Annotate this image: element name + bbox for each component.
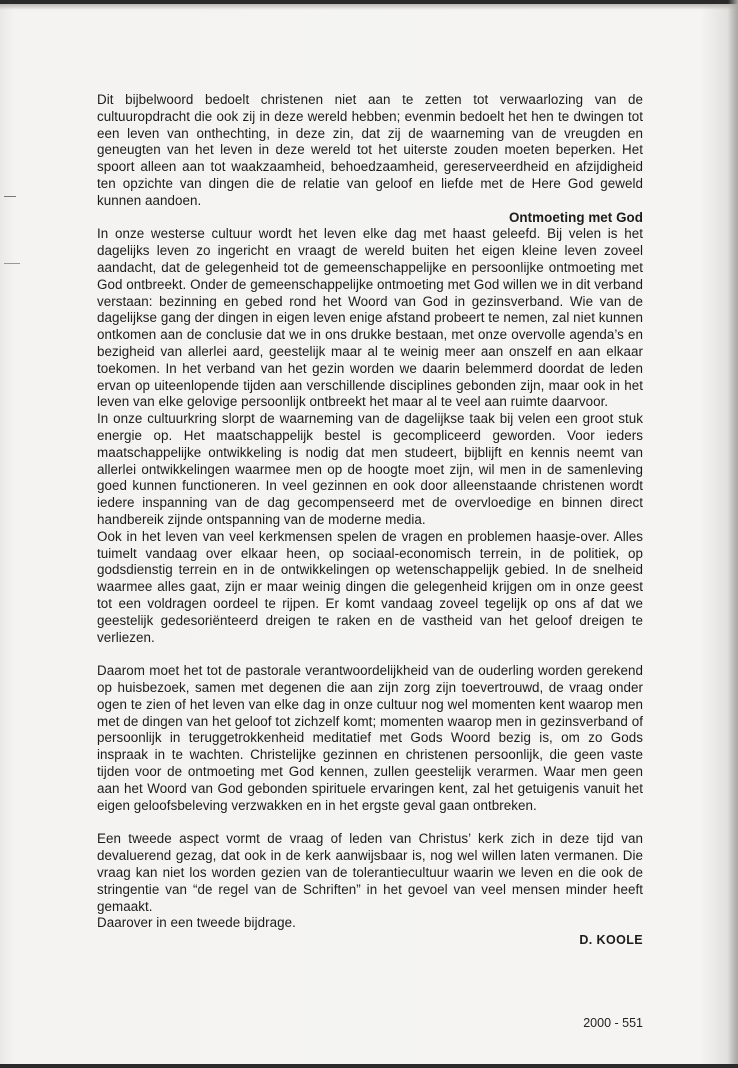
paragraph: Dit bijbelwoord bedoelt christenen niet aan te zetten tot verwaarlozing van de cultuuropdracht die ook zij in deze wereld hebben; evenmin bedoelt het hen te dwingen tot een leven van onthechting, in deze zin, dat zij de waarneming van de vreugden en geneugten van het leven in deze wereld tot het uiterste zouden moeten beperken. Het spoort alleen aan tot waakzaamheid, behoedzaamheid, gereserveerdheid en afzijdigheid ten opzichte van dingen die de relatie van geloof en liefde met de Here God geweld kunnen aandoen.	[97, 92, 643, 208]
paragraph: Ook in het leven van veel kerkmensen spelen de vragen en problemen haasje-over. Alles tuimelt vandaag over elkaar heen, op sociaal-economisch terrein, in de politiek, op godsdienstig terrein en in de ontwikkelingen op wetenschappelijk gebied. In de snelheid waarmee alles gaat, zijn er maar weinig dingen die gelegenheid krijgen om in onze geest tot een voldragen oordeel te rijpen. Er komt vandaag zoveel tegelijk op ons af dat we geestelijk gedesoriënteerd dreigen te raken en de vastheid van het geloof dreigen te verliezen.	[97, 528, 643, 645]
margin-mark	[4, 196, 16, 197]
paragraph: Een tweede aspect vormt de vraag of leden van Christus’ kerk zich in deze tijd van devaluerend gezag, dat ook in de kerk aanwijsbaar is, nog wel willen laten vermanen. Die vraag kan niet los worden gezien van de tolerantiecultuur waarin we leven en die ook de stringentie van “de regel van de Schriften” in het gevoel van veel mensen minder heeft gemaakt.	[97, 831, 643, 914]
article-body	[97, 92, 643, 949]
margin-mark	[4, 263, 20, 264]
right-edge-shadow	[728, 0, 738, 1068]
paragraph: Daarom moet het tot de pastorale verantwoordelijkheid van de ouderling worden gerekend op huisbezoek, samen met degenen die aan zijn zorg zijn toevertrouwd, de vraag onder ogen te zien of het leven van elke dag in onze cultuur nog wel momenten kent waarop men met de dingen van het geloof tot zichzelf komt; momenten waarop men in gezinsverband of persoonlijk in teruggetrokkenheid meditatief met Gods Woord bezig is, om zo Gods inspraak in te wachten. Christelijke gezinnen en christenen persoonlijk, die geen vaste tijden voor de ontmoeting met God kennen, zullen geestelijk verarmen. Waar men geen aan het Woord van God gebonden spirituele ervaringen kent, zal het getuigenis vanuit het eigen geloofsbeleving verzwakken en in het ergste geval gaan ontbreken.	[97, 663, 643, 813]
author-signature: D. KOOLE	[579, 933, 643, 948]
page-number: 2000 - 551	[583, 1016, 643, 1030]
bottom-edge	[0, 1064, 738, 1068]
paragraph: Daarover in een tweede bijdrage.	[97, 915, 296, 931]
top-edge-shadow	[0, 4, 738, 10]
paragraph: In onze cultuurkring slorpt de waarneming van de dagelijkse taak bij velen een groot stuk energie op. Het maatschappelijk bestel is gecompliceerd geworden. Voor ieders maatschappelijke ontwikkeling is nodig dat men studeert, bijblijft en kennis neemt van allerlei ontwikkelingen waarmee men op de hoogte moet zijn, wil men in de samenleving goed kunnen functioneren. In veel gezinnen en ook door alleenstaande christenen wordt iedere inspanning van de dag gecompenseerd met de overvloedige en binnen direct handbereik zijnde ontspanning van de moderne media.	[97, 411, 643, 527]
section-heading: Ontmoeting met God	[508, 209, 643, 225]
paragraph: In onze westerse cultuur wordt het leven elke dag met haast geleefd. Bij velen is het dagelijks leven zo ingericht en vraagt de wereld buiten het eigen kleine leven zoveel aandacht, dat de gelegenheid tot de gemeenschappelijke en persoonlijke ontmoeting met God ontbreekt. Onder de gemeenschappelijke ontmoeting met God willen we in dit verband verstaan: bezinning en gebed rond het Woord van God in gezinsverband. Wie van de dagelijkse gang der dingen in eigen leven enige afstand probeert te nemen, zal niet kunnen ontkomen aan de conclusie dat we in ons drukke bestaan, met onze overvolle agenda’s en bezigheid van allerlei aard, geestelijk maar al te weinig meer aan onszelf en aan elkaar toekomen. In het verband van het gezin worden we daarin belemmerd doordat de leden ervan op uiteenlopende tijden aan verschillende disciplines gebonden zijn, maar ook in het leven van elke gelovige persoonlijk ontbreekt het maar al te veel aan ruimte daarvoor.	[97, 226, 643, 410]
